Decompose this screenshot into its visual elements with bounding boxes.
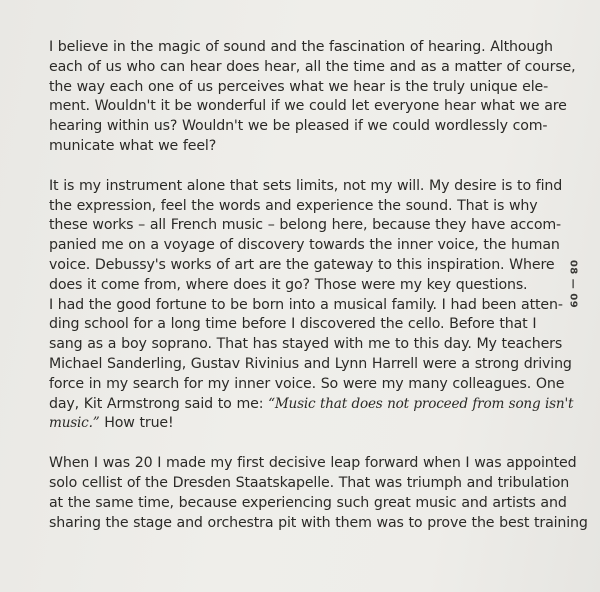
text-line: sang as a boy soprano. That has stayed with me to this day. My teachers [49, 336, 563, 353]
quote-remark: How true! [99, 415, 174, 432]
text-line: solo cellist of the Dresden Staatskapelle. That was triumph and tribulation [49, 474, 570, 491]
quote-intro: day, Kit Armstrong said to me: [49, 395, 269, 412]
kit-armstrong-quote-end: music.” [49, 415, 100, 432]
text-line: the expression, feel the words and experience the sound. That is why [49, 197, 538, 214]
text-line: ment. Wouldn't it be wonderful if we could let everyone hear what we are [49, 98, 567, 115]
text-line: municate what we feel? [49, 137, 217, 154]
text-line: voice. Debussy's works of art are the gateway to this inspiration. Where [49, 256, 555, 273]
text-line: hearing within us? Wouldn't we be pleased if we could wordlessly com- [49, 118, 548, 135]
text-line: each of us who can hear does hear, all the time and as a matter of course, [49, 58, 576, 75]
text-line [49, 414, 559, 434]
text-line: does it come from, where does it go? Those were my key questions. [49, 276, 528, 293]
page-number: 08 — 09 [567, 259, 579, 309]
text-line: ding school for a long time before I discovered the cello. Before that I [49, 316, 537, 333]
text-line: It is my instrument alone that sets limits, not my will. My desire is to find [49, 177, 563, 194]
text-line: at the same time, because experiencing such great music and artists and [49, 494, 567, 511]
text-line: When I was 20 I made my first decisive leap forward when I was appointed [49, 455, 577, 472]
text-line: sharing the stage and orchestra pit with them was to prove the best training [49, 514, 588, 531]
text-line: panied me on a voyage of discovery towards the inner voice, the human [49, 237, 560, 254]
text-line: these works – all French music – belong here, because they have accom- [49, 217, 561, 234]
paragraph-3 [49, 454, 588, 533]
text-line [49, 395, 574, 415]
paragraph-1 [49, 38, 576, 157]
kit-armstrong-quote: “Music that does not proceed from song isn't [268, 395, 574, 412]
text-line: I believe in the magic of sound and the fascination of hearing. Although [49, 39, 553, 55]
text-line: I had the good fortune to be born into a musical family. I had been atten- [49, 296, 563, 313]
text-line: the way each one of us perceives what we hear is the truly unique ele- [49, 78, 549, 95]
text-line: force in my search for my inner voice. So were my many colleagues. One [49, 375, 565, 392]
text-line: Michael Sanderling, Gustav Rivinius and Lynn Harrell were a strong driving [49, 355, 572, 372]
